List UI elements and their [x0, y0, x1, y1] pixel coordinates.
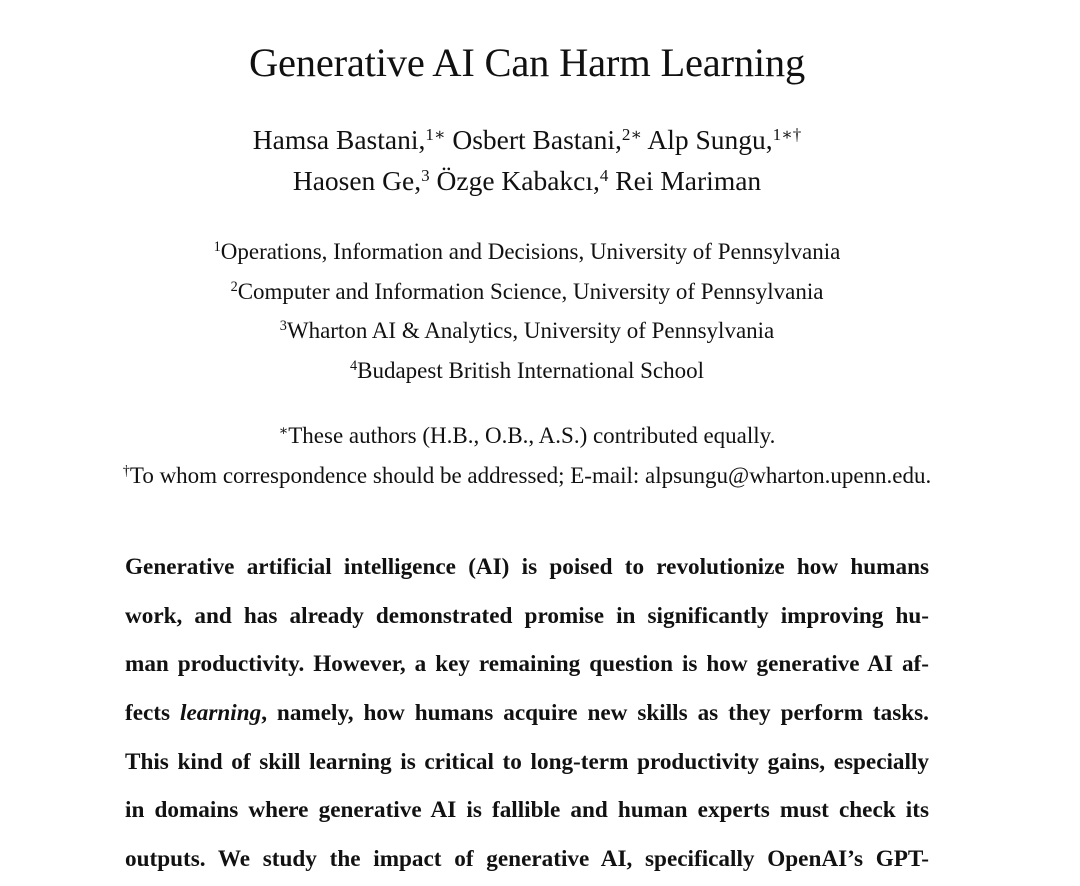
abstract	[125, 543, 929, 884]
equal-contribution-note	[0, 418, 1054, 458]
paper-title: Generative AI Can Harm Learning	[248, 40, 806, 85]
affiliation-item	[0, 234, 1054, 274]
affiliation-text: Computer and Information Science, University of Pennsylvania	[237, 278, 824, 304]
abstract-text: Generative artificial intelligence (AI) is poised to revolutionize how humans	[125, 554, 929, 580]
affiliation-item	[0, 313, 1054, 353]
affiliation-item	[0, 353, 1054, 393]
abstract-line	[125, 592, 929, 641]
abstract-text: work, and has already demonstrated promise in significantly improving hu-	[125, 602, 929, 629]
abstract-line	[125, 640, 929, 689]
note-text: These authors (H.B., O.B., A.S.) contributed equally.	[288, 423, 776, 448]
abstract-text: outputs. We study the impact of generative AI, specifically OpenAI’s GPT-	[125, 846, 929, 873]
note-text: To whom correspondence should be addressed; E-mail: alpsungu@wharton.upenn.edu.	[129, 462, 932, 488]
note-mark: ∗	[278, 423, 289, 440]
author-name: Özge Kabakcı,	[436, 165, 600, 196]
abstract-text: man productivity. However, a key remaining question is how generative AI af-	[125, 651, 929, 678]
author-name: Osbert Bastani,	[452, 124, 622, 155]
affiliation-mark: 1	[213, 239, 221, 256]
abstract-text: fects	[125, 700, 180, 727]
note-mark: †	[122, 462, 130, 479]
affiliation-text: Wharton AI & Analytics, University of Pennsylvania	[286, 318, 775, 343]
abstract-line	[125, 738, 929, 787]
author-row-2	[0, 162, 1054, 203]
affiliation-item	[0, 274, 1054, 314]
author-list	[0, 121, 1054, 203]
author-row-1	[0, 121, 1054, 162]
author-name: Haosen Ge,	[292, 165, 422, 196]
affiliation-mark: 3	[279, 318, 287, 335]
author-marks: 1∗	[425, 124, 446, 144]
author-marks: 1∗†	[772, 124, 802, 144]
author-name: Alp Sungu,	[647, 124, 773, 155]
author-notes	[0, 418, 1054, 497]
abstract-emphasis: learning	[180, 700, 262, 727]
author-name: Rei Mariman	[615, 165, 762, 196]
abstract-line	[125, 543, 929, 592]
affiliation-list	[0, 234, 1054, 392]
author-name: Hamsa Bastani,	[252, 124, 426, 155]
affiliation-mark: 4	[350, 357, 358, 374]
affiliation-text: Budapest British International School	[357, 357, 704, 383]
correspondence-note	[0, 458, 1054, 498]
affiliation-text: Operations, Information and Decisions, University of Pennsylvania	[220, 239, 841, 264]
affiliation-mark: 2	[230, 278, 238, 295]
abstract-line	[125, 835, 929, 884]
abstract-text: , namely, how humans acquire new skills as they perform tasks.	[261, 700, 929, 727]
author-marks: 2∗	[621, 124, 642, 144]
abstract-line	[125, 786, 929, 835]
abstract-text: in domains where generative AI is fallible and human experts must check its	[125, 797, 929, 824]
abstract-text: This kind of skill learning is critical to long-term productivity gains, especially	[125, 748, 929, 775]
author-marks: 3	[421, 165, 430, 185]
abstract-line	[125, 689, 929, 738]
author-marks: 4	[599, 165, 609, 185]
